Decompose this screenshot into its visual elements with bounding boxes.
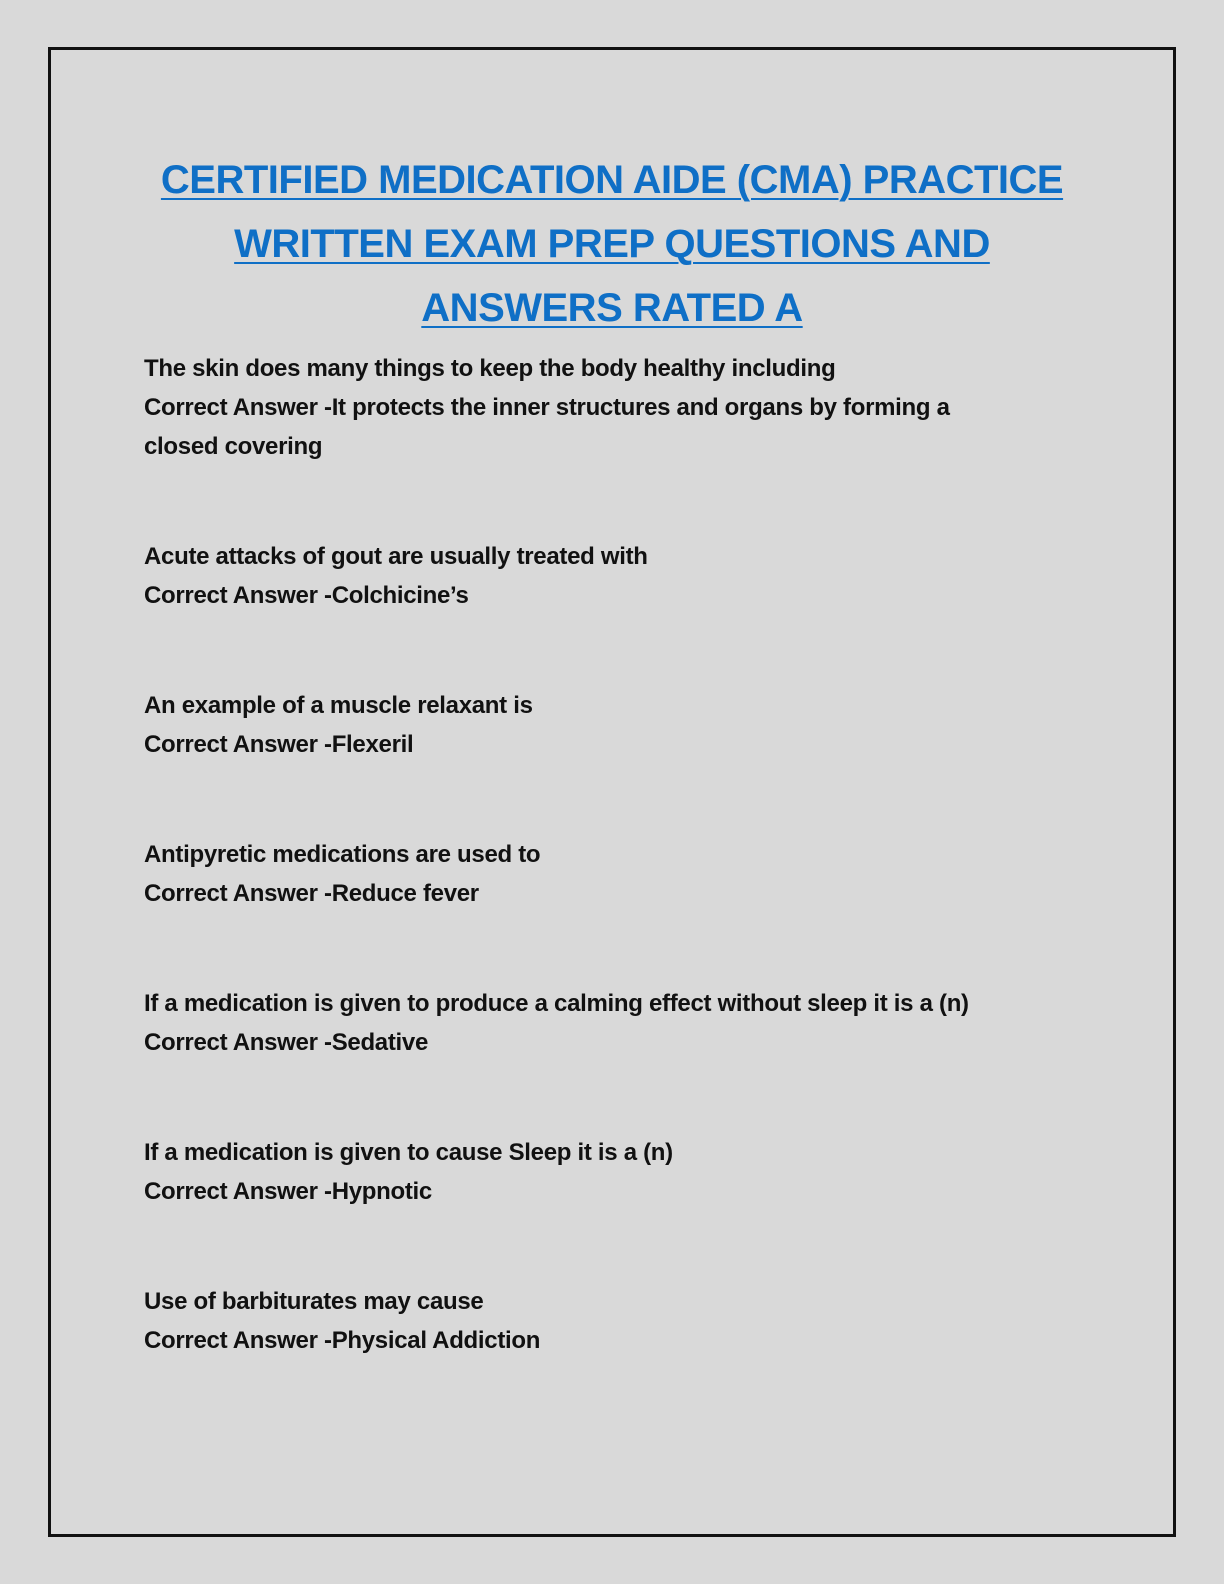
- answer-text: Correct Answer -Hypnotic: [144, 1178, 432, 1205]
- answer-text: Correct Answer -Reduce fever: [144, 880, 479, 907]
- answer-text: Correct Answer -Sedative: [144, 1029, 429, 1056]
- question-text: Use of barbiturates may cause: [144, 1288, 484, 1315]
- qa-item-2: [144, 537, 1084, 615]
- answer-text-continued: closed covering: [144, 433, 323, 460]
- question-text: Antipyretic medications are used to: [144, 841, 541, 868]
- qa-item-5: [144, 984, 1084, 1062]
- answer-text: Correct Answer -Colchicine’s: [144, 582, 469, 609]
- title-line-1: [100, 148, 1124, 212]
- title-line-3-text: ANSWERS RATED A: [421, 286, 803, 330]
- answer-text: Correct Answer -Physical Addiction: [144, 1327, 541, 1354]
- qa-item-1: [144, 349, 1084, 466]
- question-text: The skin does many things to keep the body healthy including: [144, 355, 836, 382]
- question-text: If a medication is given to cause Sleep it is a (n): [144, 1139, 673, 1166]
- qa-item-7: [144, 1282, 1084, 1360]
- document-title: [100, 148, 1124, 340]
- title-line-2: [100, 212, 1124, 276]
- title-line-1-text: CERTIFIED MEDICATION AIDE (CMA) PRACTICE: [160, 158, 1064, 202]
- qa-item-4: [144, 835, 1084, 913]
- question-text: Acute attacks of gout are usually treated with: [144, 543, 648, 570]
- title-line-2-text: WRITTEN EXAM PREP QUESTIONS AND: [234, 222, 990, 266]
- question-text: If a medication is given to produce a calming effect without sleep it is a (n): [144, 990, 969, 1017]
- question-answer-list: [144, 349, 1084, 1431]
- answer-text: Correct Answer -It protects the inner structures and organs by forming a: [144, 394, 950, 421]
- title-line-3: [100, 276, 1124, 340]
- qa-item-6: [144, 1133, 1084, 1211]
- question-text: An example of a muscle relaxant is: [144, 692, 533, 719]
- qa-item-3: [144, 686, 1084, 764]
- answer-text: Correct Answer -Flexeril: [144, 731, 414, 758]
